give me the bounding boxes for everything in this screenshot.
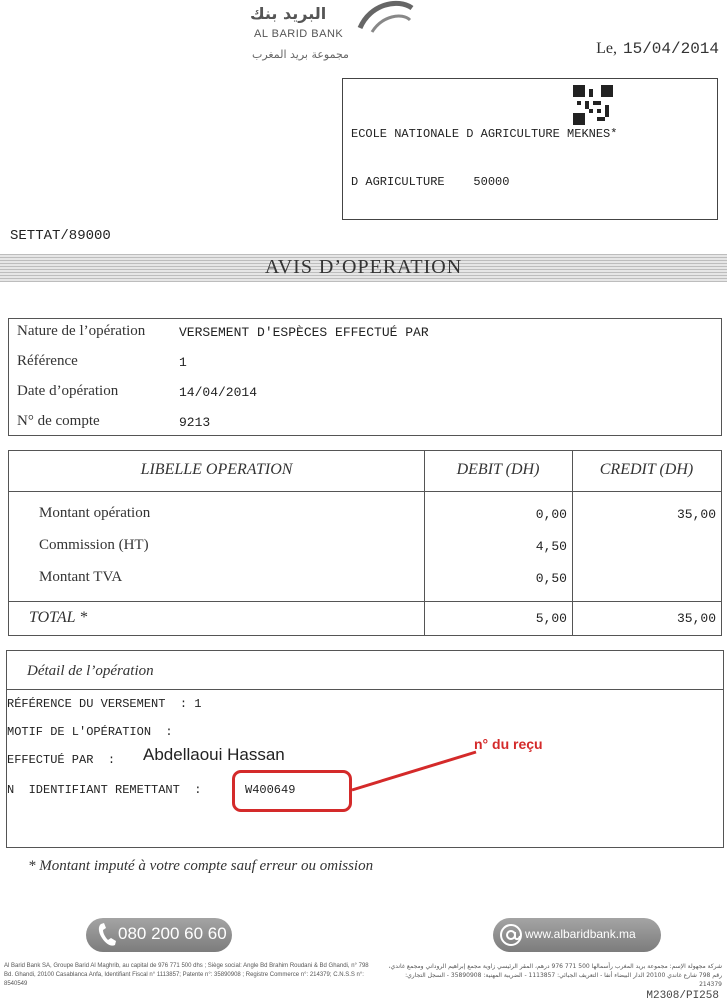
document-code: M2308/PI258 (646, 990, 719, 1002)
logo-english-text: AL BARID BANK (254, 28, 344, 40)
at-sign-icon (499, 922, 523, 948)
table-divider (9, 601, 721, 602)
operation-reference-value: 1 (179, 355, 187, 370)
qr-code-icon (573, 85, 613, 125)
depositor-name: Abdellaoui Hassan (143, 745, 285, 764)
operation-motif: MOTIF DE L'OPÉRATION : (7, 725, 173, 739)
column-header-debit: DEBIT (DH) (456, 461, 540, 478)
logo-swirl-icon (352, 0, 416, 34)
effectue-par-label: EFFECTUÉ PAR : (7, 753, 116, 767)
operation-info-box (8, 318, 722, 436)
operation-table (8, 450, 722, 636)
row-debit-tva: 0,50 (535, 571, 567, 586)
logo-arabic-subtitle: مجموعة بريد المغرب (252, 48, 349, 61)
total-credit: 35,00 (676, 611, 716, 626)
deposit-reference: RÉFÉRENCE DU VERSEMENT : 1 (7, 697, 202, 711)
sender-location: SETTAT/89000 (10, 228, 111, 244)
column-header-credit: CREDIT (DH) (599, 461, 694, 478)
recipient-name: ECOLE NATIONALE D AGRICULTURE MEKNES* (351, 127, 618, 141)
row-label-montant: Montant opération (39, 505, 151, 521)
account-number-label: N° de compte (17, 413, 100, 429)
phone-number: 080 200 60 60 (118, 924, 227, 943)
row-label-tva: Montant TVA (39, 569, 123, 585)
operation-reference-label: Référence (17, 353, 78, 369)
phone-icon (96, 922, 118, 948)
identifiant-remettant-value: W400649 (245, 783, 296, 797)
legal-text-french: Al Barid Bank SA, Groupe Barid Al Maghrib, au capital de 976 771 500 dhs ; Siège social: Angle Bd Brahim Roudani & Bd Ghandi, n° 798 Bd. Ghandi, 20100 Casablanca Anfa, Identifiant Fiscal n° 1113857; Patente n°: 35890908 ; Registre Commerce n°: 214379; C.N.S.S n°: 8540549 (4, 963, 369, 987)
phone-pill[interactable] (86, 918, 232, 952)
operation-nature-label: Nature de l’opération (17, 323, 146, 339)
logo-arabic-text: البريد بنك (250, 4, 327, 23)
account-number-value: 9213 (179, 415, 211, 430)
identifiant-remettant-label: N IDENTIFIANT REMETTANT : (7, 783, 202, 797)
date-value: 15/04/2014 (622, 40, 719, 58)
website-pill[interactable] (493, 918, 661, 952)
operation-nature-value: VERSEMENT D'ESPÈCES EFFECTUÉ PAR (179, 325, 429, 340)
recipient-address-box (342, 78, 718, 220)
column-header-libelle: LIBELLE OPERATION (140, 461, 293, 478)
annotation-line-icon (350, 748, 480, 794)
row-debit-montant: 0,00 (535, 507, 567, 522)
total-debit: 5,00 (535, 611, 567, 626)
detail-title: Détail de l’opération (27, 663, 154, 679)
operation-date-value: 14/04/2014 (179, 385, 258, 400)
detail-header (7, 651, 723, 690)
row-debit-commission: 4,50 (535, 539, 567, 554)
row-label-commission: Commission (HT) (39, 537, 149, 553)
footnote: * Montant imputé à votre compte sauf erreur ou omission (28, 858, 374, 874)
row-credit-montant: 35,00 (676, 507, 716, 522)
date-label: Le, (596, 40, 617, 57)
document-date (596, 40, 719, 58)
legal-text-arabic: شركة مجهولة الإسم: مجموعة بريد المغرب رأسمالها 500 771 976 درهم، المقر الرئيسي زاوية مجمع إبراهيم الروداني ومجمع غاندي، رقم 798 شارع غاندي 20100 الدار البيضاء أنفا - التعريف الجبائي: 1113857 - الضريبة المهنية: 35890908 - السجل التجاري: 214379 (388, 963, 722, 988)
document-title: AVIS D’OPERATION (264, 256, 463, 278)
highlight-circle (232, 770, 352, 812)
website-url: www.albaridbank.ma (525, 927, 636, 941)
table-divider (9, 491, 721, 492)
receipt-number-annotation: n° du reçu (474, 736, 543, 752)
total-label: TOTAL * (29, 609, 88, 626)
recipient-city: D AGRICULTURE 50000 (351, 175, 510, 189)
operation-date-label: Date d’opération (17, 383, 119, 399)
bank-logo (248, 0, 428, 70)
